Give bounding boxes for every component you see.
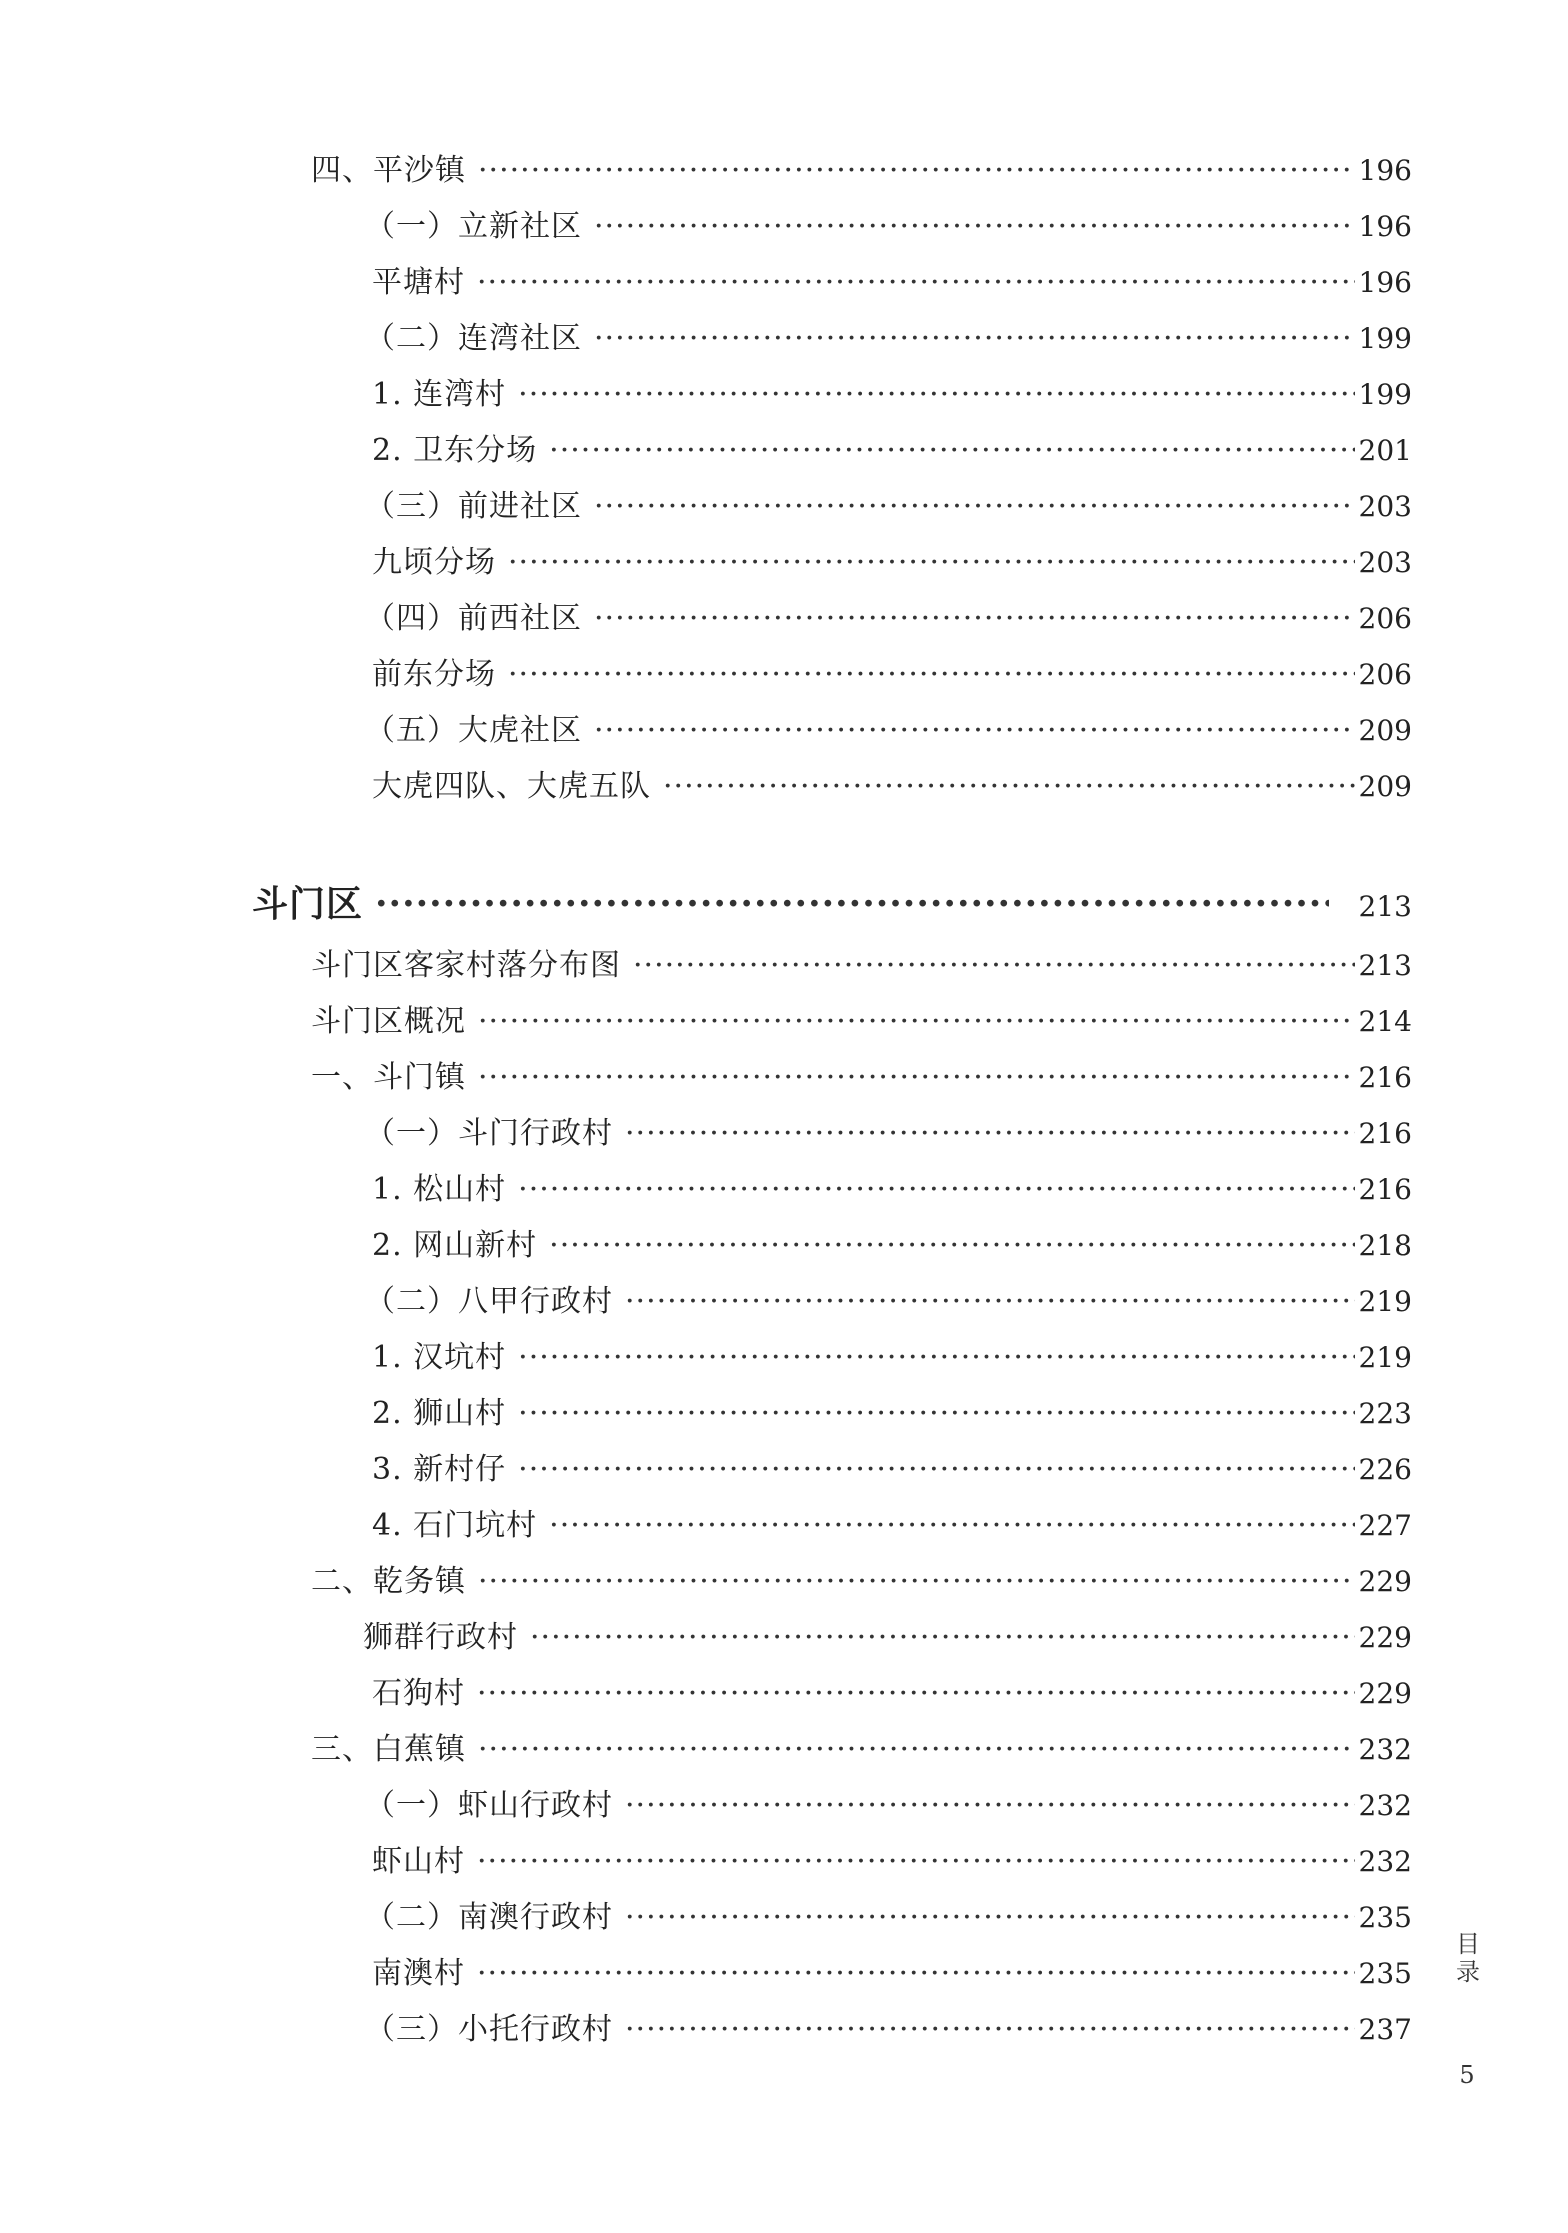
toc-entry[interactable]: [372, 1340, 1412, 1375]
toc-entry[interactable]: [372, 1396, 1412, 1431]
page-number: 5: [1459, 2061, 1475, 2089]
toc-entry-label: （五）大虎社区: [365, 713, 582, 748]
toc-entry-label: 二、乾务镇: [311, 1564, 466, 1599]
toc-entry[interactable]: [372, 1172, 1412, 1207]
toc-entry-page: 232: [1358, 1789, 1412, 1822]
toc-entry[interactable]: [365, 601, 1412, 636]
toc-entry-page: 209: [1358, 714, 1412, 747]
toc-section-heading[interactable]: [252, 886, 1412, 923]
toc-entry[interactable]: [372, 769, 1412, 804]
dot-leader: [478, 1007, 1355, 1037]
toc-entry-page: 201: [1358, 434, 1412, 467]
toc-entry-label: 4. 石门坑村: [372, 1508, 538, 1543]
toc-entry[interactable]: [365, 713, 1412, 748]
dot-leader: [375, 886, 1329, 922]
toc-entry-label: 1. 汉坑村: [372, 1340, 507, 1375]
dot-leader: [477, 1847, 1355, 1877]
running-head-contents: [1453, 1930, 1483, 1986]
dot-leader: [508, 548, 1355, 578]
toc-entry[interactable]: [372, 433, 1412, 468]
dot-leader: [625, 1119, 1355, 1149]
dot-leader: [625, 1791, 1355, 1821]
toc-entry-label: 石狗村: [372, 1676, 465, 1711]
toc-entry-label: 2. 卫东分场: [372, 433, 538, 468]
dot-leader: [518, 1399, 1354, 1429]
dot-leader: [477, 1679, 1355, 1709]
toc-entry[interactable]: [311, 1732, 1412, 1767]
dot-leader: [594, 492, 1355, 522]
dot-leader: [518, 1175, 1354, 1205]
toc-entry[interactable]: [372, 265, 1412, 300]
toc-entry-label: （一）虾山行政村: [365, 1788, 613, 1823]
toc-entry-page: 206: [1358, 658, 1412, 691]
dot-leader: [477, 268, 1355, 298]
dot-leader: [633, 951, 1355, 981]
toc-entry[interactable]: [372, 1508, 1412, 1543]
toc-entry-page: 196: [1358, 210, 1412, 243]
toc-entry-page: 196: [1358, 154, 1412, 187]
toc-entry-page: 216: [1358, 1061, 1412, 1094]
toc-entry-label: 三、白蕉镇: [311, 1732, 466, 1767]
toc-entry-label: （三）前进社区: [365, 489, 582, 524]
dot-leader: [663, 772, 1355, 802]
toc-entry-page: 229: [1358, 1677, 1412, 1710]
dot-leader: [594, 716, 1355, 746]
toc-entry[interactable]: [365, 489, 1412, 524]
dot-leader: [478, 1063, 1355, 1093]
toc-entry-page: 213: [1358, 949, 1412, 982]
dot-leader: [518, 380, 1354, 410]
dot-leader: [518, 1455, 1354, 1485]
toc-entry-page: 219: [1358, 1285, 1412, 1318]
dot-leader: [625, 2015, 1355, 2045]
toc-entry[interactable]: [311, 1564, 1412, 1599]
toc-entry-page: 237: [1358, 2013, 1412, 2046]
toc-entry-label: （三）小托行政村: [365, 2012, 613, 2047]
toc-entry[interactable]: [311, 153, 1412, 188]
toc-entry-label: 平塘村: [372, 265, 465, 300]
dot-leader: [508, 660, 1355, 690]
dot-leader: [478, 156, 1355, 186]
toc-entry[interactable]: [372, 377, 1412, 412]
toc-entry-label: （四）前西社区: [365, 601, 582, 636]
dot-leader: [478, 1567, 1355, 1597]
toc-entry-page: 218: [1358, 1229, 1412, 1262]
toc-entry-label: （二）连湾社区: [365, 321, 582, 356]
toc-entry-label: （一）立新社区: [365, 209, 582, 244]
dot-leader: [625, 1903, 1355, 1933]
toc-entry-label: 前东分场: [372, 657, 496, 692]
toc-entry-page: 203: [1358, 546, 1412, 579]
dot-leader: [594, 324, 1355, 354]
toc-entry[interactable]: [365, 1284, 1412, 1319]
toc-entry[interactable]: [372, 1676, 1412, 1711]
toc-entry[interactable]: [372, 1844, 1412, 1879]
toc-entry-label: 一、斗门镇: [311, 1060, 466, 1095]
toc-entry-page: 216: [1358, 1117, 1412, 1150]
toc-entry-page: 219: [1358, 1341, 1412, 1374]
toc-entry-label: 南澳村: [372, 1956, 465, 1991]
toc-entry-page: 235: [1358, 1957, 1412, 1990]
toc-entry-page: 206: [1358, 602, 1412, 635]
toc-entry-label: 2. 网山新村: [372, 1228, 538, 1263]
toc-entry[interactable]: [372, 545, 1412, 580]
dot-leader: [549, 436, 1354, 466]
toc-entry-page: 213: [1358, 890, 1412, 923]
toc-entry-label: 斗门区客家村落分布图: [311, 948, 621, 983]
toc-entry[interactable]: [372, 1228, 1412, 1263]
toc-entry-label: 3. 新村仔: [372, 1452, 507, 1487]
toc-entry-label: 九顷分场: [372, 545, 496, 580]
dot-leader: [549, 1511, 1354, 1541]
toc-entry[interactable]: [311, 1060, 1412, 1095]
toc-entry-page: 199: [1358, 378, 1412, 411]
toc-entry-page: 235: [1358, 1901, 1412, 1934]
toc-entry-label: 1. 松山村: [372, 1172, 507, 1207]
toc-entry-page: 209: [1358, 770, 1412, 803]
toc-entry-label: 四、平沙镇: [311, 153, 466, 188]
dot-leader: [549, 1231, 1354, 1261]
toc-entry-label: 斗门区概况: [311, 1004, 466, 1039]
dot-leader: [530, 1623, 1355, 1653]
dot-leader: [477, 1959, 1355, 1989]
toc-entry-page: 227: [1358, 1509, 1412, 1542]
toc-entry-page: 196: [1358, 266, 1412, 299]
dot-leader: [594, 212, 1355, 242]
dot-leader: [625, 1287, 1355, 1317]
toc-entry-page: 216: [1358, 1173, 1412, 1206]
toc-entry[interactable]: [365, 2012, 1412, 2047]
toc-entry-label: 大虎四队、大虎五队: [372, 769, 651, 804]
toc-entry-label: （二）八甲行政村: [365, 1284, 613, 1319]
toc-entry-page: 214: [1358, 1005, 1412, 1038]
toc-entry-page: 232: [1358, 1845, 1412, 1878]
toc-entry[interactable]: [372, 1956, 1412, 1991]
dot-leader: [518, 1343, 1354, 1373]
dot-leader: [594, 604, 1355, 634]
toc-entry-label: 2. 狮山村: [372, 1396, 507, 1431]
toc-entry-page: 229: [1358, 1621, 1412, 1654]
toc-entry[interactable]: [365, 209, 1412, 244]
running-head-char: 目: [1456, 1930, 1480, 1958]
dot-leader: [478, 1735, 1355, 1765]
toc-entry[interactable]: [365, 321, 1412, 356]
toc-entry-label: （二）南澳行政村: [365, 1900, 613, 1935]
toc-entry-label: （一）斗门行政村: [365, 1116, 613, 1151]
toc-entry-label: 狮群行政村: [363, 1620, 518, 1655]
toc-entry[interactable]: [365, 1900, 1412, 1935]
toc-entry-page: 229: [1358, 1565, 1412, 1598]
toc-entry[interactable]: [311, 1004, 1412, 1039]
running-head-char: 录: [1456, 1958, 1480, 1986]
toc-entry[interactable]: [311, 948, 1412, 983]
toc-entry[interactable]: [365, 1788, 1412, 1823]
toc-entry[interactable]: [365, 1116, 1412, 1151]
toc-entry-label: 虾山村: [372, 1844, 465, 1879]
toc-entry[interactable]: [363, 1620, 1412, 1655]
toc-entry-page: 232: [1358, 1733, 1412, 1766]
toc-entry[interactable]: [372, 657, 1412, 692]
toc-entry-page: 226: [1358, 1453, 1412, 1486]
toc-entry-page: 199: [1358, 322, 1412, 355]
toc-entry-page: 203: [1358, 490, 1412, 523]
toc-entry[interactable]: [372, 1452, 1412, 1487]
toc-entry-label: 1. 连湾村: [372, 377, 507, 412]
toc-entry-page: 223: [1358, 1397, 1412, 1430]
toc-entry-label: 斗门区: [252, 884, 364, 925]
